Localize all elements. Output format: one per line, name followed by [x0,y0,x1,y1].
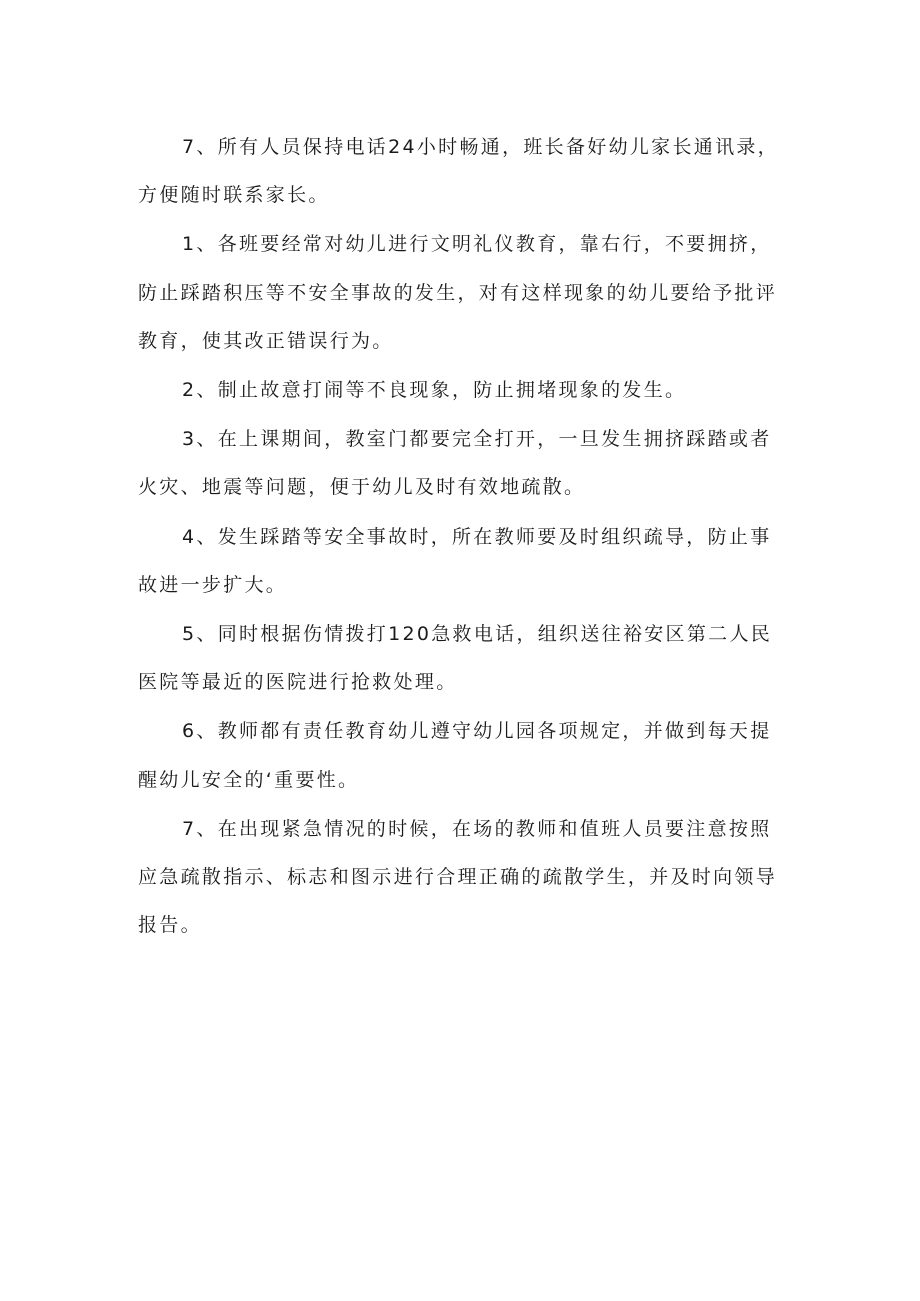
paragraph-item-2: 2、制止故意打闹等不良现象，防止拥堵现象的发生。 [182,379,687,402]
document-body [138,123,788,950]
paragraph-contact-item-7: 7、所有人员保持电话24小时畅通，班长备好幼儿家长通讯录，方便随时联系家长。 [138,136,779,207]
paragraph-item-6: 6、教师都有责任教育幼儿遵守幼儿园各项规定，并做到每天提醒幼儿安全的‘重要性。 [138,720,772,791]
paragraph-item-4: 4、发生踩踏等安全事故时，所在教师要及时组织疏导，防止事故进一步扩大。 [138,525,772,596]
paragraph-item-3: 3、在上课期间，教室门都要完全打开，一旦发生拥挤踩踏或者火灾、地震等问题，便于幼儿及时有效地疏散。 [138,428,772,499]
paragraph-item-5: 5、同时根据伤情拨打120急救电话，组织送往裕安区第二人民医院等最近的医院进行抢救处理。 [138,623,773,694]
paragraph-item-7: 7、在出现紧急情况的时候，在场的教师和值班人员要注意按照应急疏散指示、标志和图示进行合理正确的疏散学生，并及时向领导报告。 [138,817,778,937]
paragraph-item-1: 1、各班要经常对幼儿进行文明礼仪教育，靠右行，不要拥挤，防止踩踏积压等不安全事故的发生，对有这样现象的幼儿要给予批评教育，使其改正错误行为。 [138,233,778,352]
